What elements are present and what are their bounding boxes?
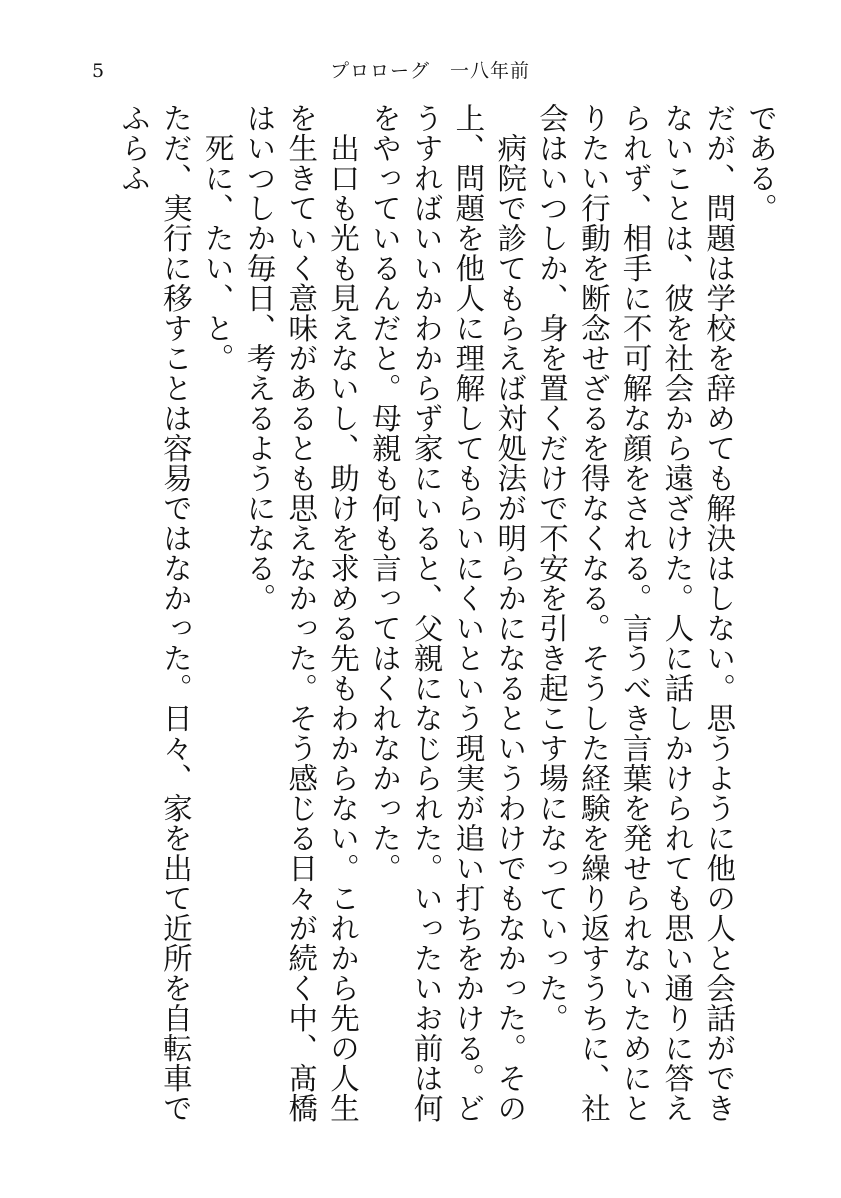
body-text [81,103,781,1143]
paragraph: ただ、実行に移すことは容易ではなかった。日々、家を出て近所を自転車でふらふ [117,103,193,1123]
paragraph: 死に、たい、と。 [200,132,235,373]
paragraph: だが、問題は学校を辞めても解決はしない。思うように他の人と会話ができないことは、彼を社会から遠ざけた。人に話しかけられても思い通りに答えられず、相手に不可解な顔をされる。言うべき言葉を発せられないためにとりたい行動を断念せざるを得なくなる。そうした経験を繰り返すうちに、社会はいつしか、身を置くだけで不安を引き起こす場になっていった。 [535,103,737,1123]
paragraph: 病院で診てもらえば対処法が明らかになるというわけでもなかった。その上、問題を他人に理解してもらいにくいという現実が追い打ちをかける。どうすればいいかわからず家にいると、父親になじられた。いったいお前は何をやっているんだと。母親も何も言ってはくれなかった。 [367,103,528,1123]
running-header: プロローグ 一八年前 [329,60,530,82]
paragraph: 出口も光も見えないし、助けを求める先もわからない。これから先の人生を生きていく意味があるとも思えなかった。そう感じる日々が続く中、髙橋はいつしか毎日、考えるようになる。 [242,103,361,1123]
page-number: 5 [92,60,105,82]
paragraph: である。 [744,103,778,223]
